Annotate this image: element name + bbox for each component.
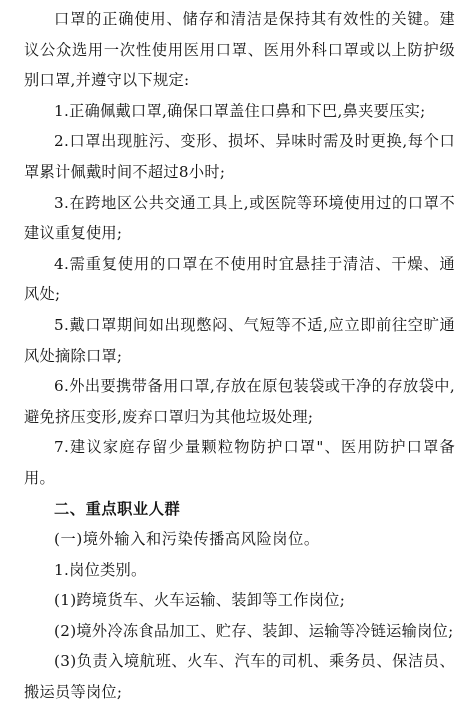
rule-item-2: 2.口罩出现脏污、变形、损坏、异味时需及时更换,每个口罩累计佩戴时间不超过8小时; xyxy=(24,132,455,181)
category-item-3: (3)负责入境航班、火车、汽车的司机、乘务员、保洁员、搬运员等岗位; xyxy=(24,652,455,702)
intro-paragraph: 口罩的正确使用、储存和清洁是保持其有效性的关键。建议公众选用一次性使用医用口罩、医用外科口罩或以上防护级别口罩,并遵守以下规定: xyxy=(24,10,455,90)
category-item-2: (2)境外冷冻食品加工、贮存、装卸、运输等冷链运输岗位; xyxy=(54,621,454,640)
rule-item-6: 6.外出要携带备用口罩,存放在原包装袋或干净的存放袋中,避免挤压变形,废弃口罩归为其他垃圾处理; xyxy=(24,377,455,426)
section-heading: 二、重点职业人群 xyxy=(54,499,181,518)
subsection-heading: (一)境外输入和污染传播高风险岗位。 xyxy=(54,530,320,549)
rule-item-1: 1.正确佩戴口罩,确保口罩盖住口鼻和下巴,鼻夹要压实; xyxy=(54,101,426,120)
rule-item-4: 4.需重复使用的口罩在不使用时宜悬挂于清洁、干燥、通风处; xyxy=(24,254,455,304)
rule-item-5: 5.戴口罩期间如出现憋闷、气短等不适,应立即前往空旷通风处摘除口罩; xyxy=(24,315,455,365)
rule-item-7: 7.建议家庭存留少量颗粒物防护口罩"、医用防护口罩备用。 xyxy=(24,438,455,487)
category-item-1: (1)跨境货车、火车运输、装卸等工作岗位; xyxy=(54,591,346,610)
item-heading: 1.岗位类别。 xyxy=(54,560,147,579)
rule-item-3: 3.在跨地区公共交通工具上,或医院等环境使用过的口罩不建议重复使用; xyxy=(24,193,455,243)
